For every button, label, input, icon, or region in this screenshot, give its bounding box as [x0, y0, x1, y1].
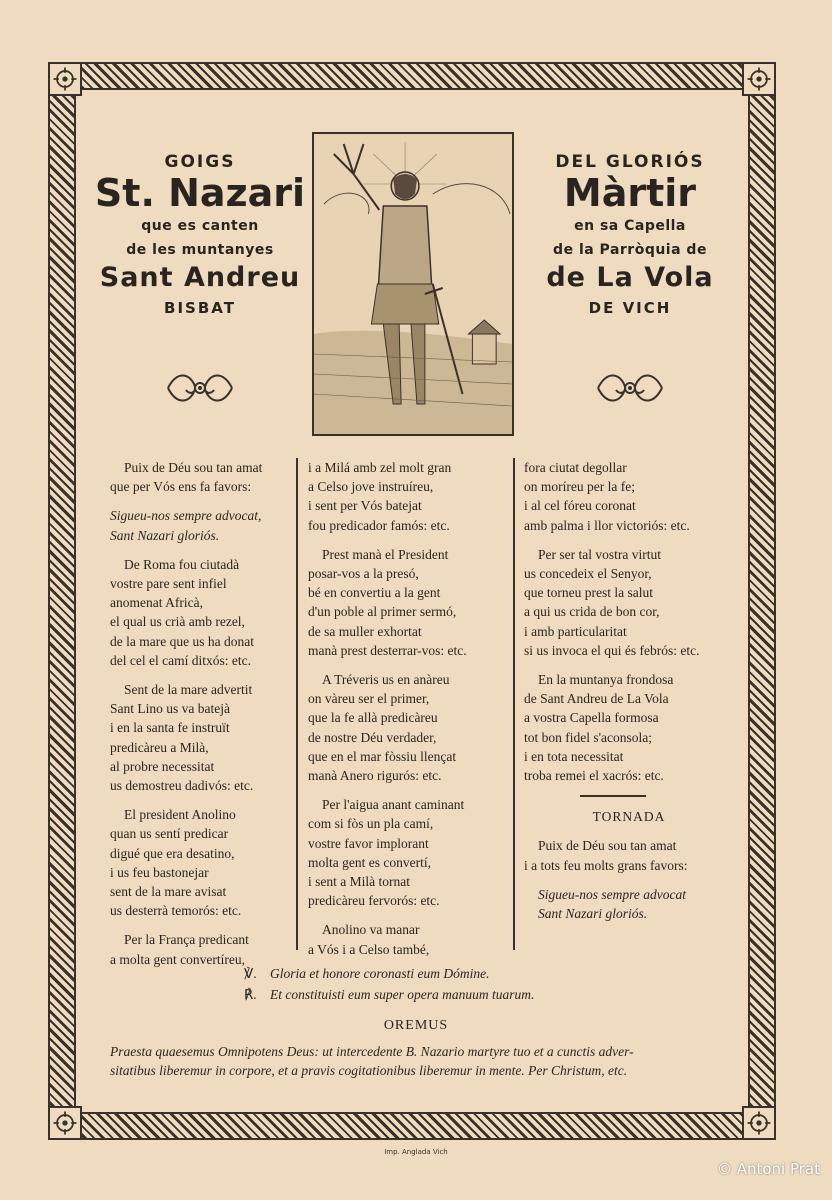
saint-nazarius-engraving — [312, 132, 514, 436]
response — [244, 985, 832, 1004]
versicle-symbol: ℣. — [244, 966, 257, 981]
verse-line: posar-vos a la presó, — [308, 566, 419, 582]
verse-line: vostre pare sent infiel — [110, 576, 227, 592]
copyright-watermark: © Antoni Prat — [716, 1160, 820, 1178]
versicle-text: Gloria et honore coronasti eum Dómine. — [270, 966, 490, 981]
verse-line: fora ciutat degollar — [524, 460, 627, 475]
oremus-prayer — [110, 1042, 722, 1080]
verse-line: i al cel fóreu coronat — [524, 498, 636, 514]
verse-line: on vàreu ser el primer, — [308, 691, 430, 707]
corner-ornament-icon — [742, 62, 776, 96]
verse-line: digué que era desatino, — [110, 845, 235, 861]
verse-column-3 — [524, 458, 734, 933]
verse-line: i a Milá amb zel molt gran — [308, 460, 452, 475]
title-martir: Màrtir — [563, 171, 697, 215]
verse-line: si us invoca el qui és febrós: etc. — [524, 642, 700, 658]
place-name: Sant Andreu — [99, 262, 301, 293]
verse-line: i us feu bastonejar — [110, 864, 209, 880]
verse-line: fou predicador famós: etc. — [308, 517, 450, 533]
tornada-heading: TORNADA — [592, 809, 666, 825]
verse-line: troba remei el xacrós: etc. — [524, 768, 664, 784]
verse-line: de Sant Andreu de La Vola — [524, 691, 669, 707]
verse-line: de sa muller exhortat — [308, 623, 422, 639]
title-glorios: DEL GLORIÓS — [555, 152, 705, 172]
verse-line: molta gent es convertí, — [308, 854, 431, 870]
verse-line: Puix de Déu sou tan amat — [124, 460, 263, 475]
verse-column-1 — [110, 458, 290, 979]
verse-line: Sant Lino us va batejà — [110, 701, 230, 717]
verse-line: i en tota necessitat — [524, 748, 624, 764]
flourish-ornament-icon — [594, 364, 666, 412]
verse-line: de la mare que us ha donat — [110, 633, 254, 649]
bishopric-label: BISBAT — [164, 299, 236, 317]
verse-line: A Tréveris us en anàreu — [322, 672, 450, 688]
verse-line: que en el mar fòssiu llençat — [308, 748, 457, 764]
verse-line: de nostre Déu verdader, — [308, 729, 437, 745]
verse-line: i sent a Milà tornat — [308, 874, 410, 890]
verse-line: que torneu prest la salut — [524, 585, 653, 601]
column-divider — [296, 458, 298, 950]
column-divider — [513, 458, 515, 950]
verse-line: manà Anero rigurós: etc. — [308, 768, 442, 784]
verse-line: us concedeix el Senyor, — [524, 566, 652, 582]
verse-line: Per l'aigua anant caminant — [322, 797, 465, 813]
title-saint-name: St. Nazari — [94, 171, 306, 215]
response-symbol: ℟. — [244, 987, 257, 1002]
diocese-label: DE VICH — [588, 299, 672, 317]
verse-line: del cel el camí ditxós: etc. — [110, 652, 251, 668]
verse-line: i amb particularitat — [524, 623, 627, 639]
verse-line: que per Vós ens fa favors: — [110, 479, 252, 495]
verse-line: predicàreu fervorós: etc. — [308, 893, 440, 909]
verse-line: Per la França predicant — [124, 932, 249, 948]
verse-line: us demostreu dadivós: etc. — [110, 778, 254, 794]
title-right — [520, 152, 740, 317]
verse-line: anomenat Africà, — [110, 595, 203, 611]
flourish-ornament-icon — [164, 364, 236, 412]
verse-line: sent de la mare avisat — [110, 884, 227, 900]
verse-line: tot bon fidel s'aconsola; — [524, 729, 653, 745]
verse-line: i en la santa fe instruït — [110, 720, 230, 736]
verse-line: Puix de Déu sou tan amat — [538, 838, 677, 854]
verse-line: el qual us crià amb rezel, — [110, 614, 245, 630]
response-text: Et constituisti eum super opera manuum tuarum. — [270, 987, 535, 1002]
verse-line: En la muntanya frondosa — [538, 672, 674, 688]
subtitle-line: de les muntanyes — [126, 242, 274, 258]
verse-line: a molta gent convertíreu, — [110, 951, 245, 967]
verse-line: d'un poble al primer sermó, — [308, 604, 457, 620]
verse-line: us desterrà temorós: etc. — [110, 903, 242, 919]
verse-line: bé en convertiu a la gent — [308, 585, 441, 601]
corner-ornament-icon — [48, 62, 82, 96]
verse-line: De Roma fou ciutadà — [124, 556, 240, 572]
subtitle-line: en sa Capella — [574, 218, 686, 234]
verse-line: vostre favor implorant — [308, 835, 429, 851]
versicle — [244, 964, 832, 983]
title-goigs: GOIGS — [164, 152, 236, 172]
verse-line: on moríreu per la fe; — [524, 479, 635, 495]
verse-column-2 — [308, 458, 513, 969]
verse-line: Prest manà el President — [322, 546, 449, 562]
verse-line: Anolino va manar — [322, 922, 420, 938]
verse-line: predicàreu a Milà, — [110, 739, 209, 755]
prayer-line: sitatibus liberemur in corpore, et a pravis cogitationibus liberemur in mente. Per Christum, etc. — [110, 1063, 628, 1078]
verse-line: El president Anolino — [124, 807, 236, 823]
section-rule — [580, 795, 646, 797]
verse-line: quan us sentí predicar — [110, 826, 229, 842]
refrain-line: Sant Nazari gloriós. — [538, 906, 648, 922]
subtitle-line: de la Parròquia de — [553, 242, 707, 258]
refrain-line: Sant Nazari gloriós. — [110, 527, 220, 543]
refrain-line: Sigueu-nos sempre advocat — [538, 886, 686, 902]
prayer-line: Praesta quaesemus Omnipotens Deus: ut intercedente B. Nazario martyre tuo et a cunctis adver- — [110, 1044, 634, 1059]
oremus-heading: OREMUS — [383, 1018, 449, 1033]
verse-line: com si fòs un pla camí, — [308, 816, 434, 832]
verse-line: que la fe allà predicàreu — [308, 710, 438, 726]
title-left — [90, 152, 310, 317]
verse-line: Per ser tal vostra virtut — [538, 546, 661, 562]
corner-ornament-icon — [742, 1106, 776, 1140]
refrain-line: Sigueu-nos sempre advocat, — [110, 508, 262, 524]
verse-line: a qui us crida de bon cor, — [524, 604, 660, 620]
verse-line: Sent de la mare advertit — [124, 682, 253, 698]
verse-line: al probre necessitat — [110, 758, 215, 774]
printer-imprint: Imp. Anglada Vich — [384, 1148, 448, 1156]
verse-line: i sent per Vós batejat — [308, 498, 422, 514]
verse-line: amb palma i llor victoriós: etc. — [524, 517, 690, 533]
corner-ornament-icon — [48, 1106, 82, 1140]
subtitle-line: que es canten — [141, 218, 259, 234]
verse-line: a Celso jove instruíreu, — [308, 479, 434, 495]
verse-line: manà prest desterrar-vos: etc. — [308, 642, 467, 658]
verse-line: a Vós i a Celso també, — [308, 941, 430, 957]
verse-line: a vostra Capella formosa — [524, 710, 659, 726]
verse-line: i a tots feu molts grans favors: — [524, 857, 688, 873]
place-name: de La Vola — [546, 262, 714, 293]
